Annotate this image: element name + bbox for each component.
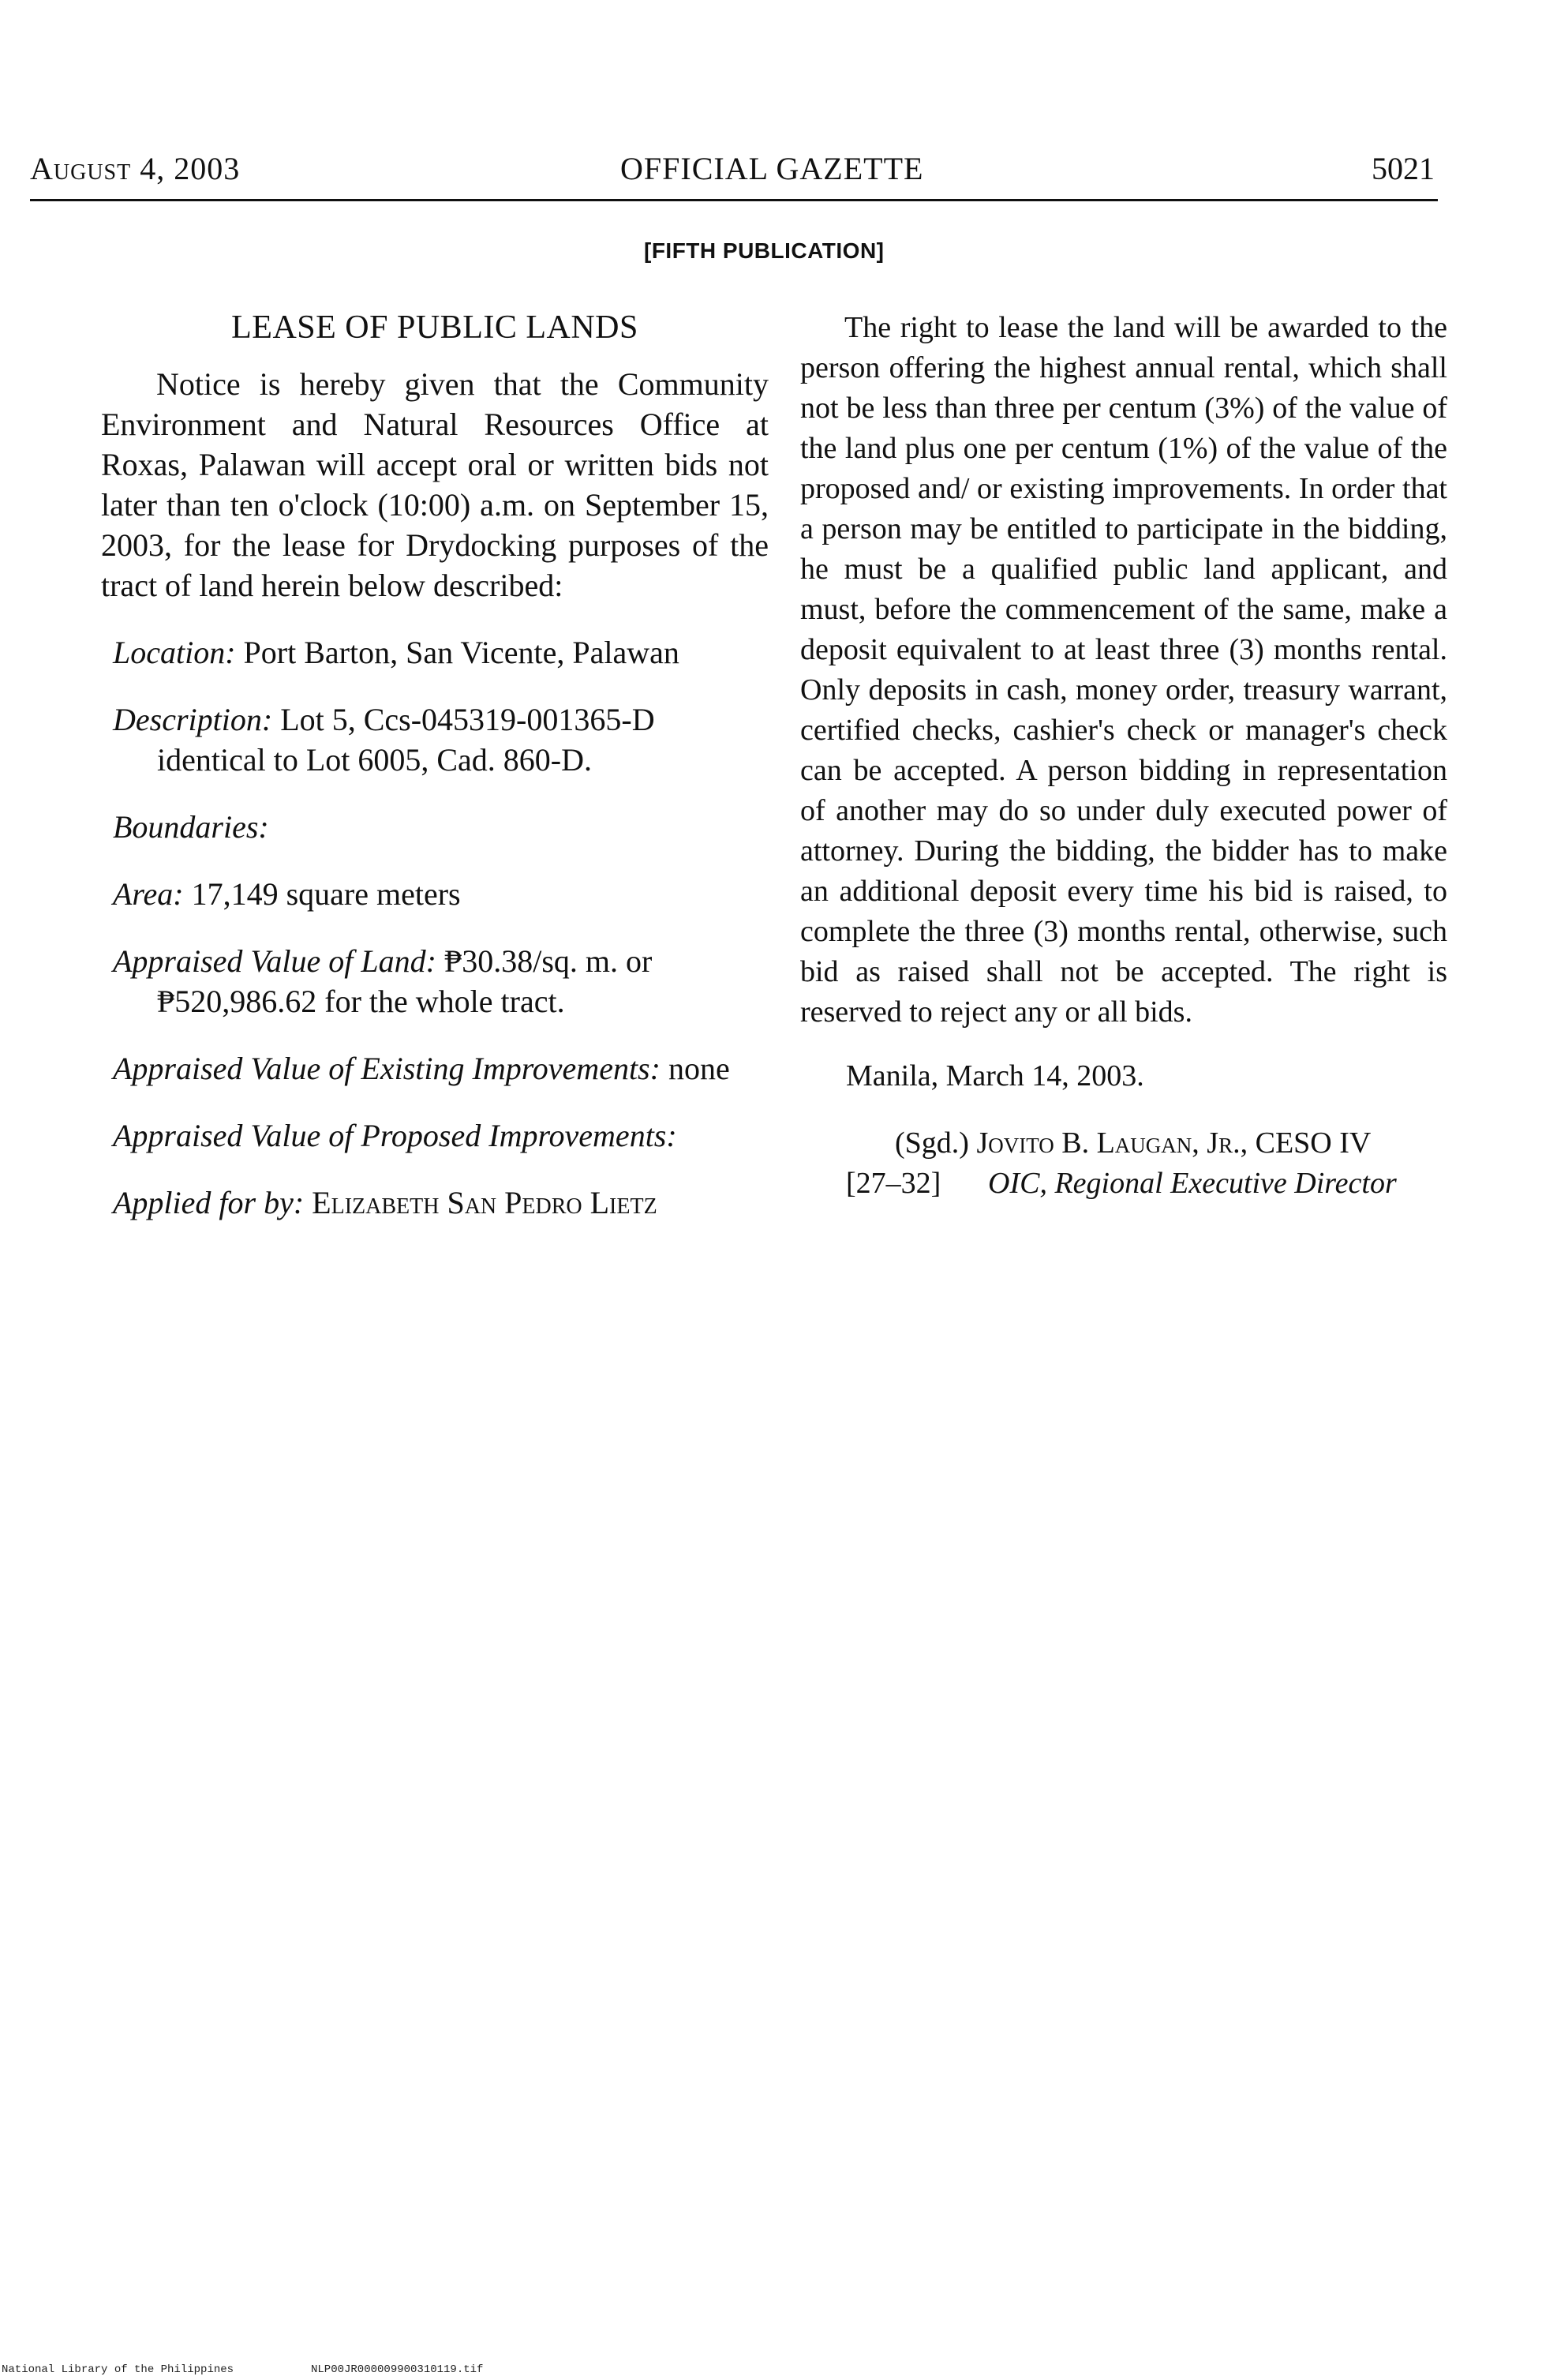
header-date-rest: 4, 2003 <box>140 151 241 186</box>
item-value: Port Barton, San Vicente, Palawan <box>243 635 679 670</box>
item-label: Description: <box>113 702 273 737</box>
item-value: 17,149 square meters <box>191 876 461 912</box>
item-value: none <box>668 1051 730 1086</box>
item-label: Appraised Value of Land: <box>113 943 436 979</box>
footer-filename: NLP00JR000009900310119.tif <box>311 2363 484 2376</box>
item-label: Area: <box>113 876 184 912</box>
right-column <box>800 308 1447 1204</box>
item-label: Applied for by: <box>113 1185 305 1220</box>
publication-note: [FIFTH PUBLICATION] <box>644 238 885 263</box>
left-column <box>101 308 769 1223</box>
header-date <box>30 150 240 187</box>
terms-paragraph: The right to lease the land will be awarded to the person offering the highest annual rental, which shall not be less than three per centum (3%) of the value of the land plus one per centum (1%) of the value of the proposed and/ or existing improvements. In order that a person may be entitled to participate in the bidding, he must be a qualified public land applicant, and must, before the commencement of the same, make a deposit equivalent to at least three (3) months rental. Only deposits in cash, money order, treasury warrant, certified checks, cashier's check or manager's check can be accepted. A person bidding in representation of another may do so under duly executed power of attorney. During the bidding, the bidder has to make an additional deposit every time his bid is raised, to complete the three (3) months rental, otherwise, such bid as raised shall not be accepted. The right is reserved to reject any or all bids. <box>800 311 1447 1029</box>
notice-title: LEASE OF PUBLIC LANDS <box>231 309 638 346</box>
item-description <box>113 699 769 780</box>
item-value: Elizabeth San Pedro Lietz <box>312 1185 657 1220</box>
item-appraised-proposed <box>113 1115 769 1156</box>
item-location <box>113 632 769 673</box>
item-label: Boundaries: <box>113 809 269 845</box>
header-date-month: August <box>30 151 132 186</box>
signature-prefix: (Sgd.) <box>895 1126 969 1160</box>
footer-library: National Library of the Philippines <box>2 2363 234 2376</box>
header-rule <box>30 199 1438 201</box>
reference-line <box>800 1164 1447 1204</box>
signatory-role: OIC, Regional Executive Director <box>988 1167 1397 1200</box>
header-title: OFFICIAL GAZETTE <box>620 151 924 186</box>
item-label: Appraised Value of Proposed Improvements: <box>113 1118 677 1153</box>
signatory-suffix: , CESO IV <box>1240 1126 1372 1160</box>
item-label: Appraised Value of Existing Improvements: <box>113 1051 661 1086</box>
dateline: Manila, March 14, 2003. <box>846 1059 1144 1093</box>
item-boundaries <box>113 807 769 847</box>
item-appraised-existing <box>113 1048 769 1089</box>
item-area <box>113 874 769 914</box>
notice-paragraph: Notice is hereby given that the Community Environment and Natural Resources Office at Roxas, Palawan will accept oral or written bids not later than ten o'clock (10:00) a.m. on September 15, 2003, for the lease for Drydocking purposes of the tract of land herein below described: <box>101 366 769 603</box>
publication-reference: [27–32] <box>846 1167 941 1200</box>
signatory-name: Jovito B. Laugan, Jr. <box>976 1126 1241 1160</box>
signature-line <box>800 1123 1447 1164</box>
item-label: Location: <box>113 635 236 670</box>
item-value: ₱30.38/sq. m. or ₱520,986.62 for the whole tract. <box>157 943 653 1019</box>
item-value: Lot 5, Ccs-045319-001365-D identical to Lot 6005, Cad. 860-D. <box>157 702 655 778</box>
page-number: 5021 <box>1372 151 1435 186</box>
item-applied-for-by <box>113 1183 769 1223</box>
item-appraised-land <box>113 941 769 1021</box>
